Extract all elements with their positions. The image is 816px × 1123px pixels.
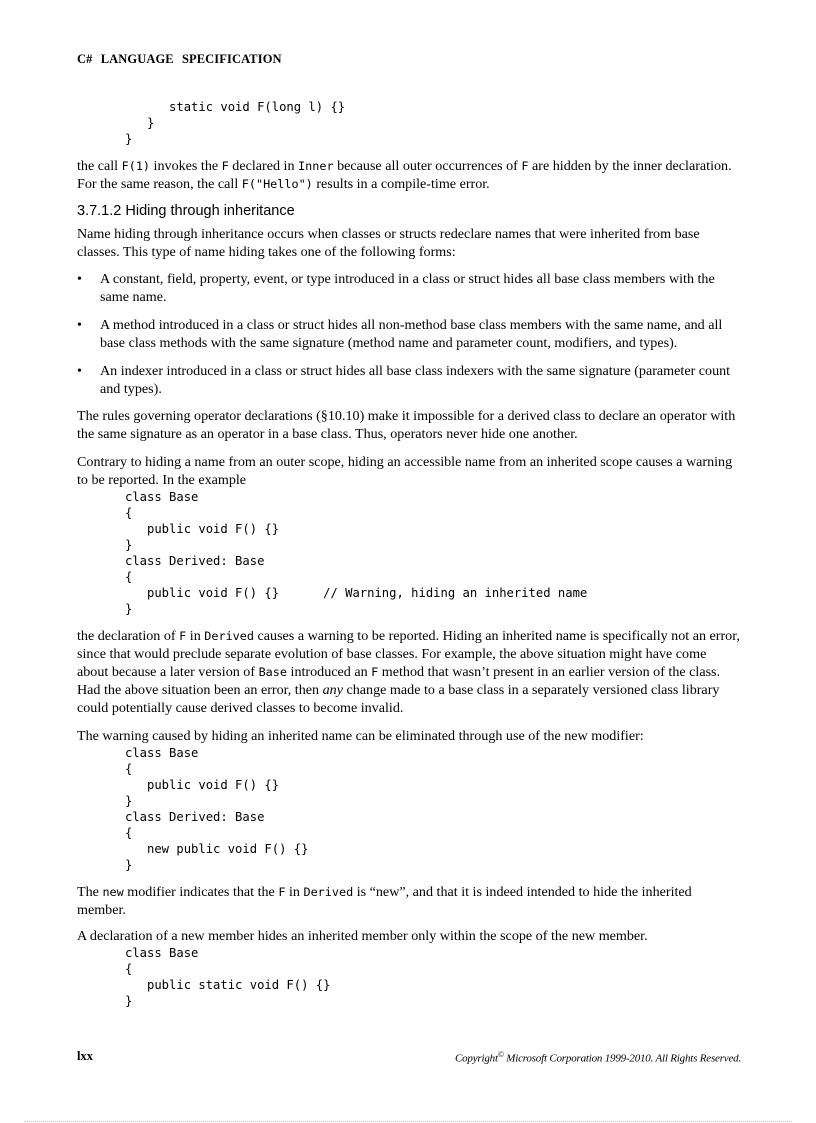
bullet-list	[77, 270, 741, 398]
section-heading: 3.7.1.2 Hiding through inheritance	[77, 203, 295, 219]
paragraph-new-modifier	[77, 883, 741, 919]
text-run: method that wasn’t present in an earlier version of the class. Had the above situation been an error, then	[77, 664, 721, 698]
paragraph-operators: The rules governing operator declarations (§10.10) make it impossible for a derived class to declare an operator with the same signature as an operator in a base class. Thus, operators never hide one another.	[77, 408, 736, 442]
bullet-item	[77, 316, 741, 352]
code-example-derived-new: class Derived: Base { new public void F() {} }	[125, 810, 309, 872]
bullet-text: An indexer introduced in a class or struct hides all base class indexers with the same signature (parameter count and types).	[100, 363, 731, 397]
paragraph-new-modifier-intro: The warning caused by hiding an inherited name can be eliminated through use of the new modifier:	[77, 728, 644, 744]
text-run: change made to a base class in a separately versioned class library could potentially cause derived classes to become invalid.	[77, 682, 720, 716]
text-run: in	[285, 884, 304, 900]
inline-code: F	[371, 665, 379, 679]
text-run: are hidden by the inner declaration. For the same reason, the call	[77, 158, 732, 192]
copyright-text: Microsoft Corporation 1999-2010. All Rights Reserved.	[503, 1052, 741, 1065]
inline-code: F	[521, 159, 529, 173]
text-run: invokes the	[150, 158, 222, 174]
copyright-symbol: ©	[497, 1050, 504, 1059]
inline-code: F(1)	[121, 159, 151, 173]
bullet-item	[77, 270, 741, 306]
emphasis-text: any	[322, 682, 343, 698]
text-run: declared in	[228, 158, 299, 174]
bullet-icon: •	[77, 271, 82, 287]
running-header: C# LANGUAGE SPECIFICATION	[77, 52, 282, 66]
text-run: in	[186, 628, 205, 644]
inline-code: F	[221, 159, 229, 173]
paragraph-scope: A declaration of a new member hides an inherited member only within the scope of the new member.	[77, 928, 648, 944]
bullet-text: A method introduced in a class or struct hides all non-method base class members with the same name, and all base class methods with the same signature (method name and parameter count, modifiers, and types).	[100, 317, 723, 351]
code-example-base: class Base { public void F() {} }	[125, 746, 280, 808]
text-run: introduced an	[287, 664, 372, 680]
code-example-derived: class Derived: Base { public void F() {} // Warning, hiding an inherited name }	[125, 554, 588, 616]
page-bottom-divider	[24, 1121, 792, 1122]
text-run: The	[77, 884, 103, 900]
code-example-static: class Base { public static void F() {} }	[125, 946, 331, 1008]
inline-code: Inner	[298, 159, 334, 173]
text-run: is “new”, and that it is indeed intended to hide the inherited member.	[77, 884, 692, 918]
paragraph-intro: Name hiding through inheritance occurs when classes or structs redeclare names that were inherited from base classes. This type of name hiding takes one of the following forms:	[77, 226, 700, 260]
text-run: because all outer occurrences of	[333, 158, 522, 174]
inline-code: F	[179, 629, 187, 643]
text-run: modifier indicates that the	[123, 884, 279, 900]
code-example-base: class Base { public void F() {} }	[125, 490, 280, 552]
inline-code: Base	[258, 665, 287, 679]
bullet-icon: •	[77, 363, 82, 379]
copyright-notice	[455, 1050, 741, 1065]
text-run: causes a warning to be reported. Hiding an inherited name is specifically not an error, since that would preclude separate evolution of base classes. For example, the above situation might have come about because a later version of	[77, 628, 740, 680]
paragraph-warning-intro: Contrary to hiding a name from an outer scope, hiding an accessible name from an inherited scope causes a warning to be reported. In the example	[77, 454, 733, 488]
bullet-item	[77, 362, 741, 398]
inline-code: Derived	[204, 629, 254, 643]
text-run: the declaration of	[77, 628, 180, 644]
document-page	[77, 0, 741, 1123]
page-number: lxx	[77, 1049, 93, 1063]
page-body	[77, 99, 741, 1009]
bullet-text: A constant, field, property, event, or type introduced in a class or struct hides all base class members with the same name.	[100, 271, 715, 305]
code-block-continuation: static void F(long l) {} } }	[125, 100, 346, 146]
inline-code: F("Hello")	[241, 177, 313, 191]
inline-code: Derived	[303, 885, 354, 899]
text-run: the call	[77, 158, 122, 174]
inline-code: new	[102, 885, 124, 899]
paragraph-declaration	[77, 627, 741, 717]
copyright-prefix: Copyright	[455, 1052, 498, 1065]
paragraph-call-resolution	[77, 157, 741, 193]
inline-code: F	[278, 885, 286, 899]
text-run: results in a compile-time error.	[312, 176, 490, 192]
bullet-icon: •	[77, 317, 82, 333]
